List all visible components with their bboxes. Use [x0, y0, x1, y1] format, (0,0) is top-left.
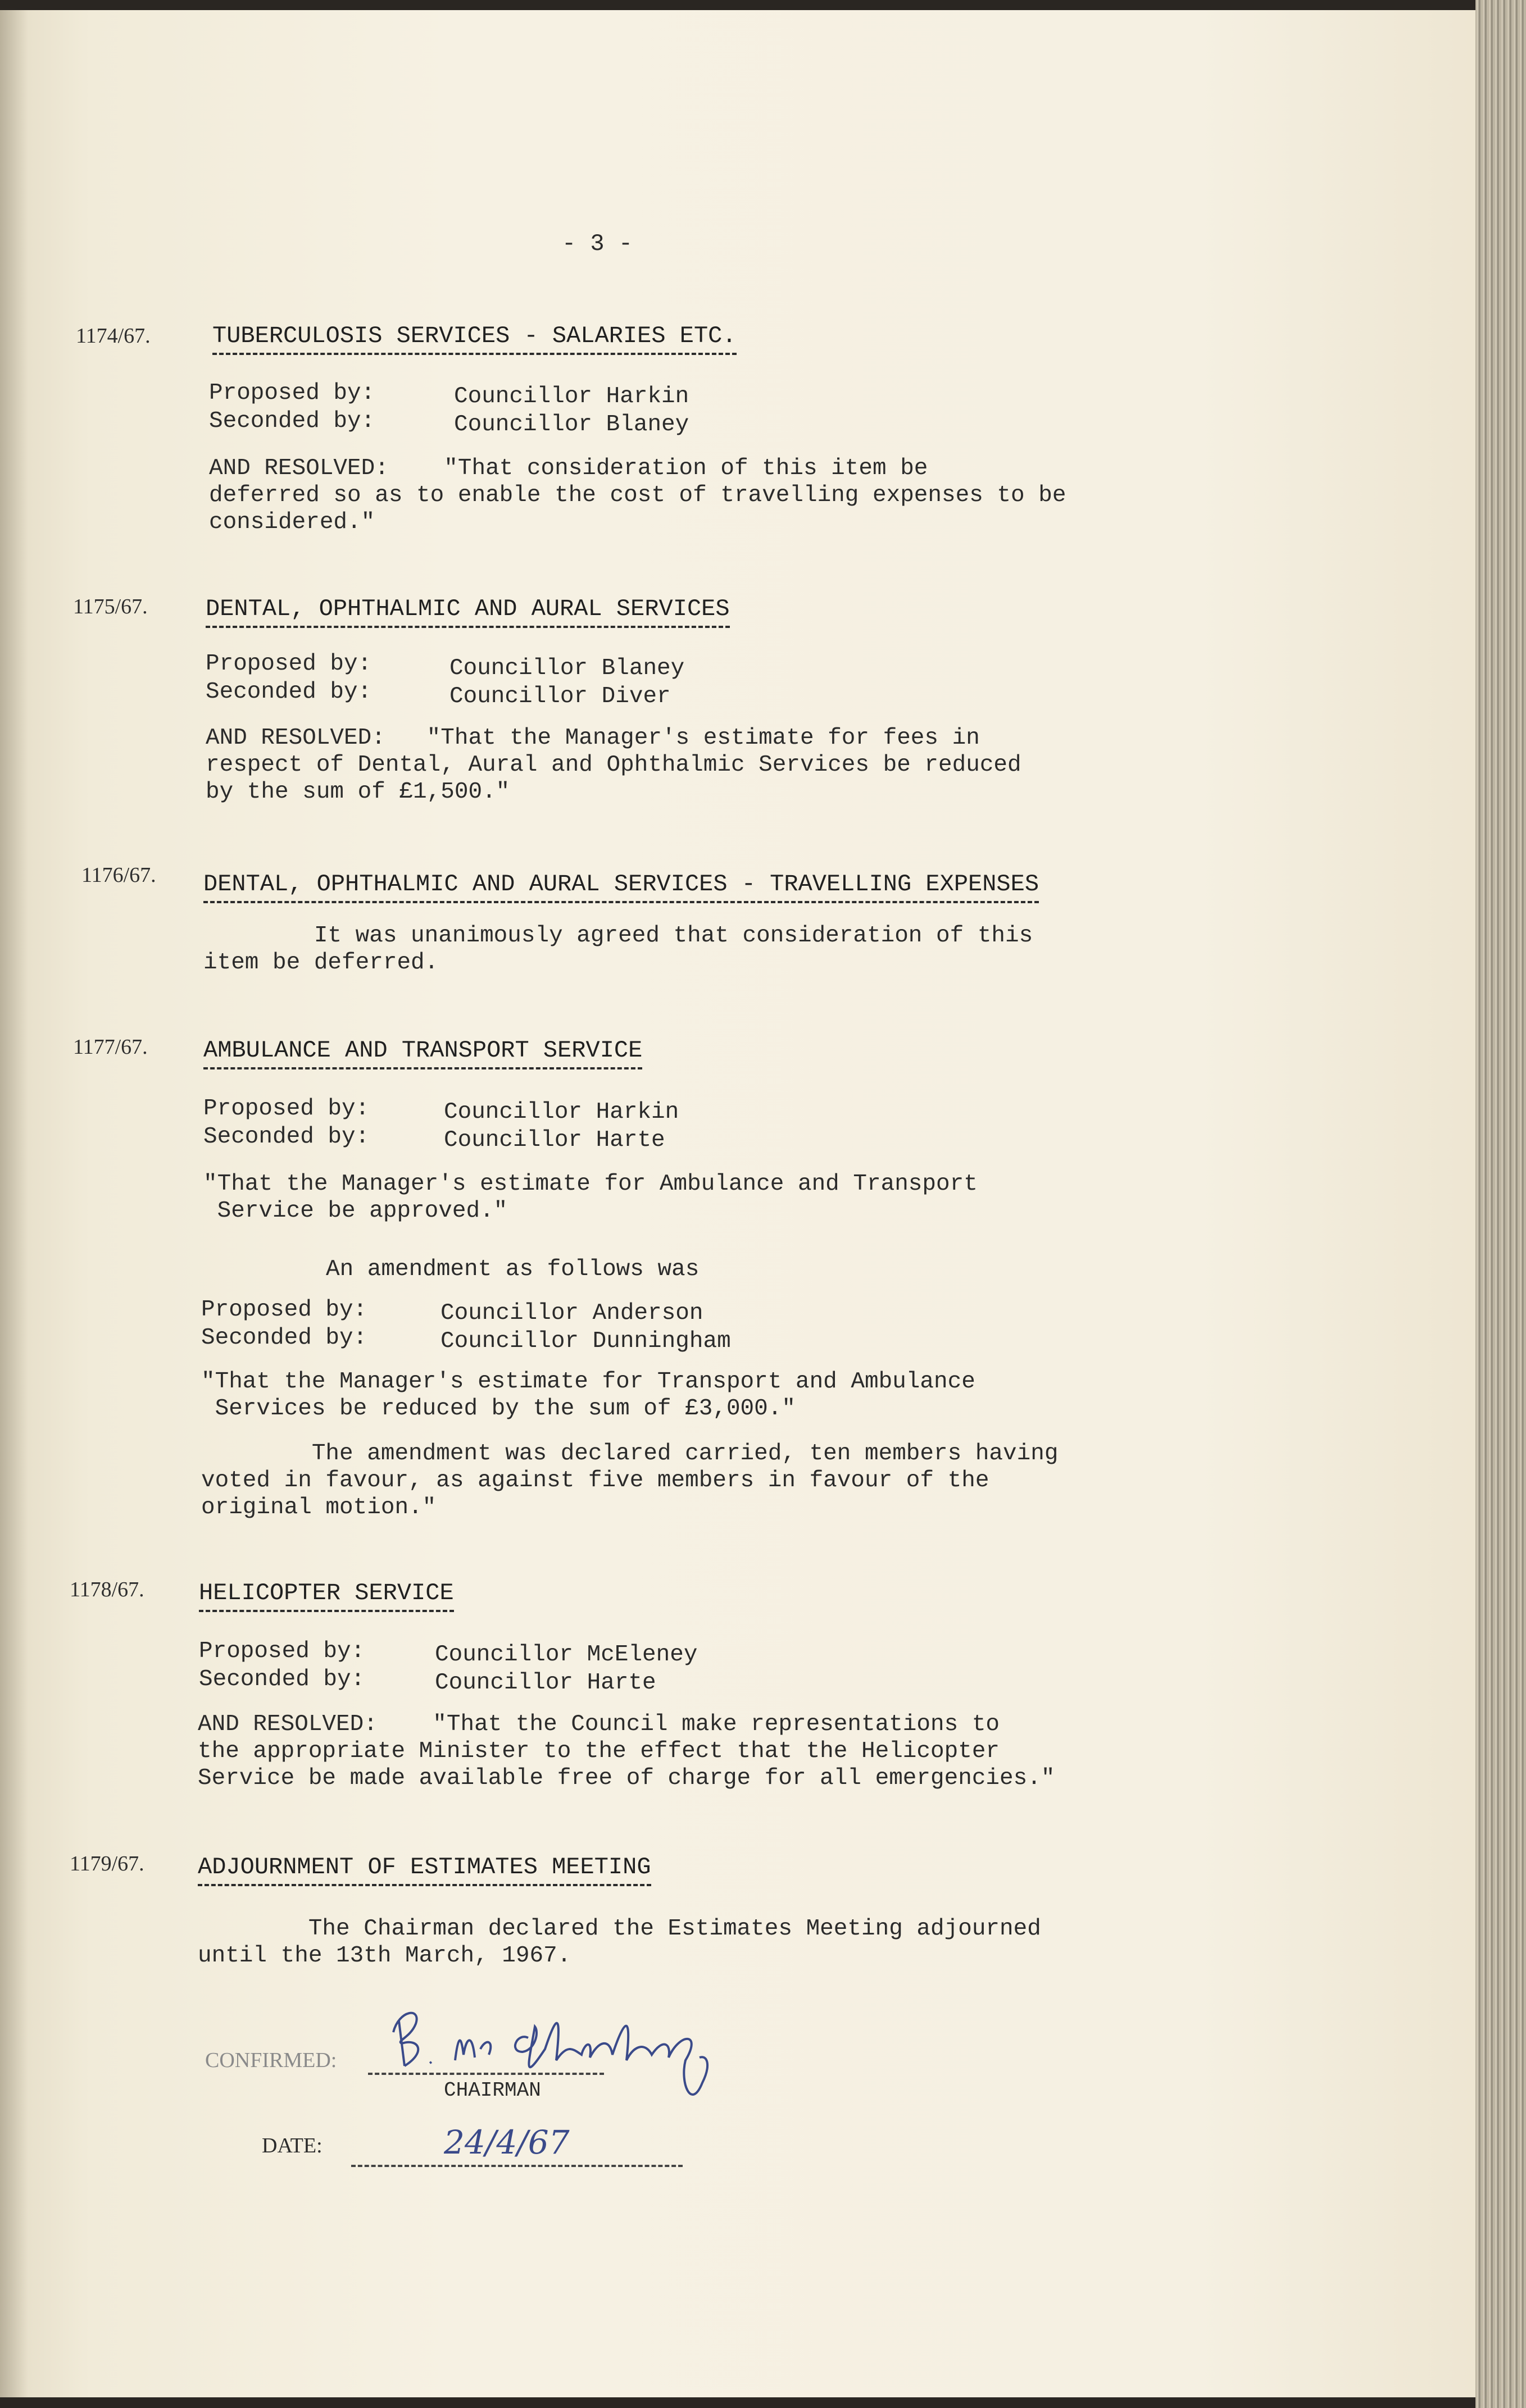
seconded-value: Councillor Diver — [449, 684, 671, 709]
amendment-text: "That the Manager's estimate for Transport and Ambulance Services be reduced by the sum of £3,000." — [201, 1369, 975, 1422]
date-value: 24/4/67 — [444, 2123, 570, 2161]
amendment-seconded-label: Seconded by: — [201, 1325, 367, 1351]
seconded-label: Seconded by: — [209, 408, 375, 434]
item-heading: ADJOURNMENT OF ESTIMATES MEETING — [198, 1854, 651, 1886]
resolution-text: AND RESOLVED: "That the Council make representations to the appropriate Minister to the effect that the Helicopter Service be made available free of charge for all emergencies." — [198, 1711, 1055, 1791]
item-text: It was unanimously agreed that consideration of this item be deferred. — [203, 923, 1033, 976]
item-heading: AMBULANCE AND TRANSPORT SERVICE — [203, 1037, 642, 1069]
signature-text: B. Mc Glinchey — [399, 2120, 475, 2131]
item-number: 1176/67. — [81, 863, 156, 887]
amendment-proposed-value: Councillor Anderson — [440, 1300, 703, 1326]
binding-shadow — [0, 10, 28, 2397]
proposed-label: Proposed by: — [206, 651, 372, 677]
proposed-value: Councillor Harkin — [454, 384, 689, 409]
chairman-label: CHAIRMAN — [444, 2079, 541, 2102]
proposed-value: Councillor McEleney — [435, 1642, 698, 1668]
proposed-value: Councillor Blaney — [449, 656, 685, 681]
document-page — [0, 10, 1495, 2397]
resolution-text: AND RESOLVED: "That the Manager's estimate for fees in respect of Dental, Aural and Ophthalmic Services be reduced by the sum of £1,500." — [206, 725, 1021, 805]
item-number: 1179/67. — [70, 1852, 144, 1876]
amendment-seconded-value: Councillor Dunningham — [440, 1328, 731, 1354]
motion-text: "That the Manager's estimate for Ambulance and Transport Service be approved." — [203, 1171, 978, 1224]
proposed-label: Proposed by: — [199, 1638, 365, 1664]
seconded-value: Councillor Harte — [444, 1127, 665, 1153]
item-number: 1178/67. — [70, 1578, 144, 1601]
resolution-text: AND RESOLVED: "That consideration of this item be deferred so as to enable the cost of travelling expenses to be considered." — [209, 456, 1066, 535]
item-number: 1175/67. — [73, 595, 148, 618]
item-heading: DENTAL, OPHTHALMIC AND AURAL SERVICES — [206, 595, 730, 628]
chairman-signature — [388, 1999, 747, 2133]
page-number: - 3 - — [562, 230, 633, 257]
proposed-value: Councillor Harkin — [444, 1099, 679, 1125]
item-heading: HELICOPTER SERVICE — [199, 1579, 454, 1612]
seconded-label: Seconded by: — [206, 679, 372, 705]
date-line — [351, 2165, 683, 2167]
item-number: 1174/67. — [76, 324, 151, 348]
amendment-proposed-label: Proposed by: — [201, 1297, 367, 1323]
item-number: 1177/67. — [73, 1035, 148, 1059]
seconded-value: Councillor Harte — [435, 1670, 656, 1696]
seconded-value: Councillor Blaney — [454, 412, 689, 438]
confirmed-label: CONFIRMED: — [205, 2049, 337, 2072]
item-heading: DENTAL, OPHTHALMIC AND AURAL SERVICES - TRAVELLING EXPENSES — [203, 871, 1039, 903]
proposed-label: Proposed by: — [209, 380, 375, 406]
date-label: DATE: — [262, 2134, 323, 2157]
book-page-edges — [1475, 0, 1526, 2408]
amendment-intro: An amendment as follows was — [326, 1257, 700, 1282]
item-text: The Chairman declared the Estimates Meeting adjourned until the 13th March, 1967. — [198, 1916, 1041, 1969]
item-heading: TUBERCULOSIS SERVICES - SALARIES ETC. — [212, 322, 737, 355]
seconded-label: Seconded by: — [203, 1124, 370, 1150]
result-text: The amendment was declared carried, ten members having voted in favour, as against five members in favour of the original motion." — [201, 1441, 1059, 1521]
proposed-label: Proposed by: — [203, 1096, 370, 1122]
seconded-label: Seconded by: — [199, 1667, 365, 1692]
